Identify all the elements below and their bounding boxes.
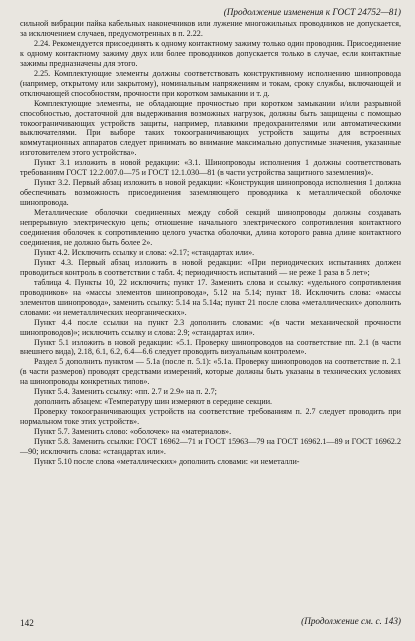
paragraph: сильной вибрации пайка кабельных наконечников или лужение многожильных проводников не допускается, за исключением случаев, предусмотренных в п. 2.22. <box>20 19 401 38</box>
paragraph: Проверку токоограничивающих устройств на соответствие требованиям п. 2.7 следует проводить при нормальном токе этих устройств». <box>20 407 401 427</box>
paragraph: Пункт 3.1 изложить в новой редакции: «3.1. Шинопроводы исполнения 1 должны соответствовать требованиям ГОСТ 12.2.007.0—75 и ГОСТ 12.1.030—81 (в части устройства защитного заземления)». <box>20 158 401 178</box>
paragraph: 2.24. Рекомендуется присоединять к одному контактному зажиму только один проводник. Присоединение к одному контактному зажиму двух или более проводников допускается только в случае, если контактные зажимы предназначены для этого. <box>20 38 401 68</box>
running-head: (Продолжение изменения к ГОСТ 24752—81) <box>223 7 401 17</box>
paragraph: Пункт 5.8. Заменить ссылки: ГОСТ 16962—71 и ГОСТ 15963—79 на ГОСТ 16962.1—89 и ГОСТ 16962.2—90; исключить слова: «стандартах или». <box>20 437 401 456</box>
paragraph: Пункт 5.1 изложить в новой редакции: «5.1. Проверку шинопроводов на соответствие пп. 2.1 (в части внешнего вида), 2.18, 6.1, 6.2, 6.4—6.6 следует проводить визуальным контролем». <box>20 337 401 357</box>
page-footer <box>20 616 401 630</box>
paragraph: Металлические оболочки соединенных между собой секций шинопроводы должны создавать непрерывную электрическую цепь; отношение начального электрического сопротивления контактного соединения оболочек к сопротивлению целого участка оболочки, длина которого равна длине контактного соединения, не должно быть более 2». <box>20 208 401 247</box>
document-body <box>20 19 401 467</box>
continuation-note: (Продолжение см. с. 143) <box>301 616 401 626</box>
paragraph: таблица 4. Пункты 10, 22 исключить; пункт 17. Заменить слова и ссылку: «удельного сопротивления проводников» на «массы элементов шинопровода», 5.12 на 5.14; пункт 18. Исключить слова: «массы элементов шинопровода», заменить ссылку: 5.14 на 5.14а; пункт 21 после слова «металлических» дополнить словами: «и неметаллических неорганических». <box>20 277 401 317</box>
paragraph: Пункт 4.4 после ссылки на пункт 2.3 дополнить словами: «(в части механической прочности шинопроводов)»; исключить ссылку и слова: 2.9; «стандартах или». <box>20 317 401 337</box>
paragraph: Пункт 5.7. Заменить слово: «оболочек» на «материалов». <box>34 427 232 437</box>
paragraph: Раздел 5 дополнить пунктом — 5.1а (после п. 5.1): «5.1а. Проверку шинопроводов на соответствие п. 2.1 (в части размеров) проводят средствами измерений, которые должны быть указаны в технических условиях на шинопроводы конкретных типов». <box>20 357 401 387</box>
paragraph: Пункт 4.3. Первый абзац изложить в новой редакции: «При периодических испытаниях должен проводиться контроль в соответствии с табл. 4; периодичность испытаний — не реже 1 раза в 5 лет»; <box>20 257 401 277</box>
page-number: 142 <box>20 618 34 628</box>
paragraph: Пункт 5.10 после слова «металлических» дополнить словами: «и неметалли- <box>34 456 300 466</box>
paragraph: Комплектующие элементы, не обладающие прочностью при коротком замыкании и/или разрывной способностью, достаточной для выдерживания возможных нагрузок, должны быть защищены с помощью токоограничивающих устройств защиты, например, плавкими предохранителями или автоматическими выключателями. При выборе таких токоограничивающих устройств защиты для встроенных коммутационных аппаратов следует принимать во внимание максимально допустимые значения, указанные изготовителем этого устройства». <box>20 98 401 158</box>
paragraph: Пункт 4.2. Исключить ссылку и слова: «2.17; «стандартах или». <box>34 247 255 257</box>
paragraph: Пункт 3.2. Первый абзац изложить в новой редакции: «Конструкция шинопровода исполнения 1 должна обеспечивать возможность присоединения заземляющего проводника к металлической оболочке шинопровода. <box>20 178 401 208</box>
paragraph: 2.25. Комплектующие элементы должны соответствовать конструктивному исполнению шинопровода (например, открытому или закрытому), номинальным напряжениям и токам, сроку службы, включающей и отключающей способностям, прочности при коротком замыкании и т. д. <box>20 68 401 98</box>
paragraph: Пункт 5.4. Заменить ссылку: «пп. 2.7 и 2.9» на п. 2.7; <box>34 387 217 397</box>
paragraph: дополнить абзацем: «Температуру шин измеряют в середине секции. <box>34 397 273 407</box>
